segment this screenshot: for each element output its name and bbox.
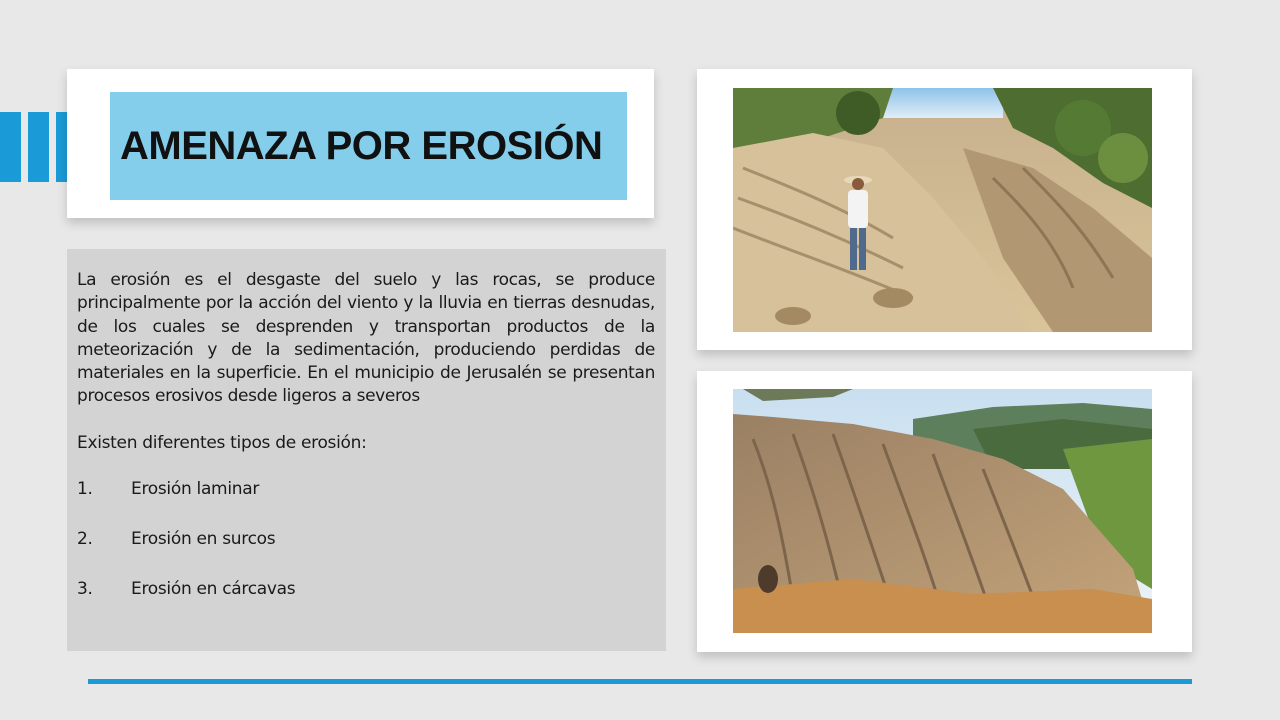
bottom-accent-line [88, 679, 1192, 684]
accent-bar [0, 112, 21, 182]
erosion-photo-eroded-hillside [733, 389, 1152, 633]
text-panel [67, 249, 666, 651]
list-item [77, 479, 655, 529]
list-item [77, 529, 655, 579]
list-number: 3. [77, 578, 93, 599]
erosion-types-list [77, 479, 655, 629]
title-card [67, 69, 654, 218]
list-number: 2. [77, 528, 93, 549]
accent-bar [56, 112, 67, 182]
list-item [77, 579, 655, 629]
accent-bar [28, 112, 49, 182]
list-label: Erosión laminar [131, 478, 260, 499]
erosion-photo-gully-with-person [733, 88, 1152, 332]
accent-bars [0, 112, 70, 182]
erosion-description: La erosión es el desgaste del suelo y las rocas, se produce principalmente por la acción del viento y la lluvia en tierras desnudas, de los cuales se desprenden y transportan productos de la meteorización y de la sedimentación, produciendo perdidas de materiales en la superficie. En el municipio de Jerusalén se presentan procesos erosivos desde ligeros a severos [77, 270, 655, 407]
photo-card-bottom [697, 371, 1192, 652]
slide-title: AMENAZA POR EROSIÓN [120, 123, 603, 168]
photo-card-top [697, 69, 1192, 350]
title-box [110, 92, 627, 200]
list-number: 1. [77, 478, 93, 499]
list-label: Erosión en cárcavas [131, 578, 296, 599]
types-intro: Existen diferentes tipos de erosión: [77, 432, 367, 453]
list-label: Erosión en surcos [131, 528, 276, 549]
